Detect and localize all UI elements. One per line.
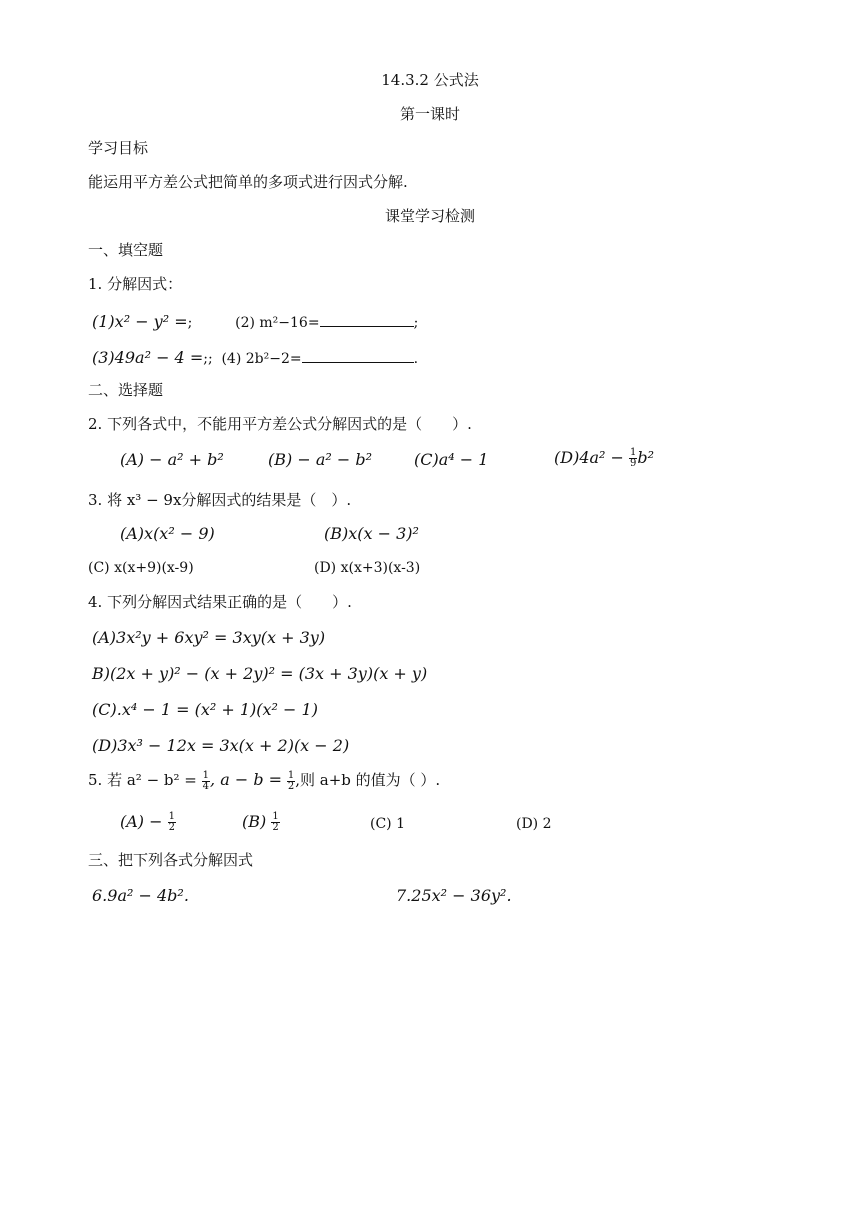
question-6: 6.9a² − 4b².: [92, 886, 189, 905]
q1-part-4: (4) 2b²−2=: [221, 351, 302, 367]
q3-option-b: (B)x(x − 3)²: [324, 524, 419, 543]
q4-option-c: (C).x⁴ − 1 = (x² + 1)(x² − 1): [92, 700, 318, 719]
q2-d-tail: b²: [637, 448, 655, 467]
fraction-denominator: 2: [272, 822, 279, 833]
question-3-stem: 3. 将 x³ − 9x分解因式的结果是（ ）.: [88, 491, 352, 509]
q3-option-c: (C) x(x+9)(x-9): [88, 560, 194, 576]
fraction-denominator: 9: [630, 458, 637, 469]
q5-option-a: [120, 812, 176, 833]
q5-b-text: (B): [242, 812, 267, 831]
q1-part-2-tail: ;: [413, 315, 419, 331]
part3-heading: 三、把下列各式分解因式: [88, 851, 254, 869]
lesson-title: 14.3.2 公式法: [381, 71, 479, 89]
q4-option-a: (A)3x²y + 6xy² = 3xy(x + 3y): [92, 628, 326, 647]
objectives-heading: 学习目标: [88, 139, 149, 157]
question-1-row-1: [92, 310, 418, 333]
fraction: [202, 771, 210, 792]
question-5-stem: [88, 770, 440, 792]
fraction-denominator: 2: [168, 822, 175, 833]
q4-option-b: B)(2x + y)² − (x + 2y)² = (3x + 3y)(x + y): [92, 664, 428, 683]
q4-option-d: (D)3x³ − 12x = 3x(x + 2)(x − 2): [92, 736, 350, 755]
fraction-denominator: 4: [202, 780, 210, 792]
q5-option-c: (C) 1: [370, 816, 405, 832]
fraction-numerator: 1: [630, 447, 637, 458]
objectives-text: 能运用平方差公式把简单的多项式进行因式分解.: [88, 173, 408, 191]
q3-option-a: (A)x(x² − 9): [120, 524, 215, 543]
q2-option-c: (C)a⁴ − 1: [414, 450, 489, 469]
q5-text-pre: 5. 若 a² − b² =: [88, 771, 197, 789]
question-4-stem: 4. 下列分解因式结果正确的是（ ）.: [88, 593, 352, 611]
fraction: [168, 812, 176, 833]
q1-part-4-tail: .: [413, 351, 419, 367]
q5-text-mid: , a − b =: [210, 770, 283, 789]
q5-text-post: ,则 a+b 的值为（ ）.: [295, 771, 441, 789]
lesson-subtitle: 第一课时: [399, 105, 460, 123]
question-1-row-2: [92, 346, 418, 369]
q1-part-3-tail: ;;: [203, 351, 213, 367]
q2-option-d: [554, 448, 654, 469]
section-title: 课堂学习检测: [384, 207, 475, 225]
fraction-numerator: 1: [168, 811, 175, 822]
q2-option-a: (A) − a² + b²: [120, 450, 224, 469]
fraction: [287, 771, 295, 792]
part2-heading: 二、选择题: [88, 381, 164, 399]
q5-option-b: [242, 812, 280, 833]
fraction-numerator: 1: [272, 811, 279, 822]
question-1-stem: 1. 分解因式：: [88, 275, 183, 293]
fraction-denominator: 2: [287, 780, 295, 792]
fraction-numerator: 1: [202, 769, 210, 781]
q1-part-1-tail: ;: [187, 315, 193, 331]
q1-part-2: (2) m²−16=: [235, 315, 320, 331]
part1-heading: 一、填空题: [88, 241, 164, 259]
answer-blank: [320, 310, 414, 327]
q2-option-b: (B) − a² − b²: [268, 450, 373, 469]
answer-blank: [302, 346, 414, 363]
q5-option-d: (D) 2: [516, 816, 552, 832]
fraction: [271, 812, 279, 833]
question-2-stem: 2. 下列各式中，不能用平方差公式分解因式的是（ ）.: [88, 415, 472, 433]
q1-part-3: (3)49a² − 4 =: [92, 348, 204, 367]
q1-part-1: (1)x² − y² =: [92, 312, 188, 331]
q3-option-d: (D) x(x+3)(x-3): [314, 560, 421, 576]
question-7: 7.25x² − 36y².: [396, 886, 512, 905]
q5-a-text: (A) −: [120, 812, 163, 831]
fraction-numerator: 1: [287, 769, 295, 781]
q2-d-text: (D)4a² −: [554, 448, 624, 467]
